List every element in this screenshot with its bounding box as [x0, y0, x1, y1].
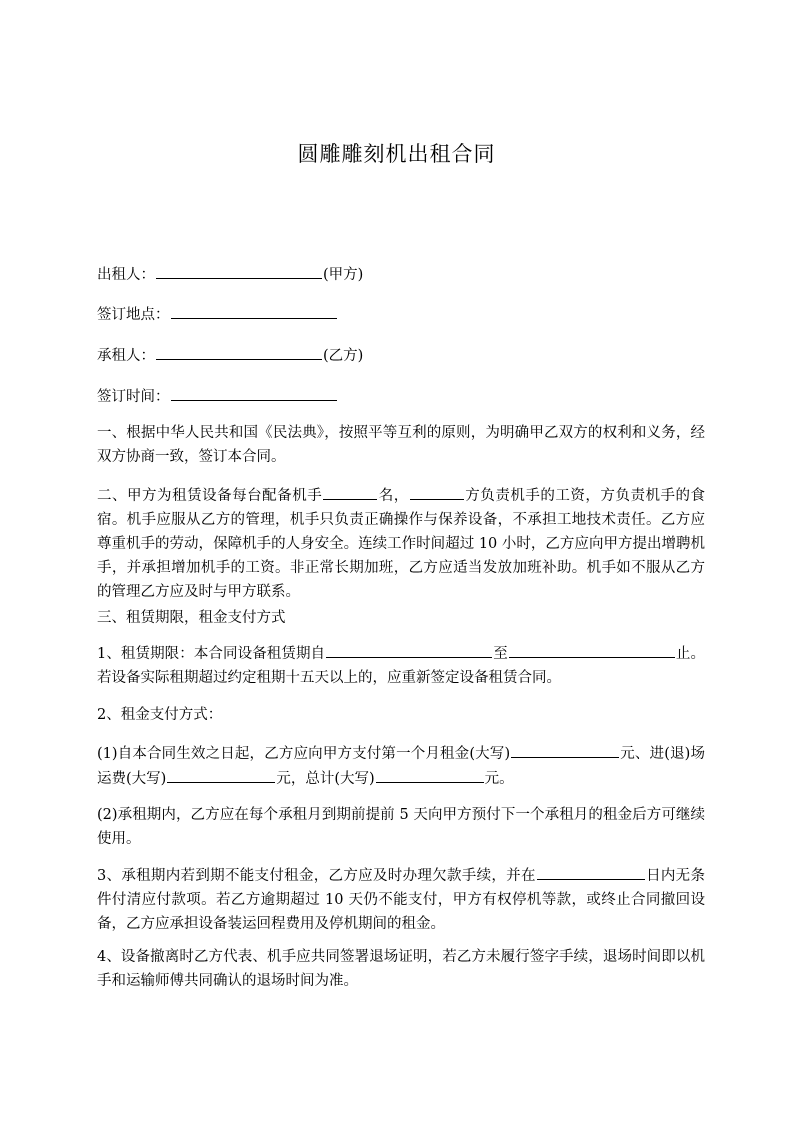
- transport-fee-blank[interactable]: [167, 766, 275, 783]
- total-blank[interactable]: [376, 766, 484, 783]
- date-label: 签订时间：: [97, 389, 170, 405]
- clause-3-2-1-part-b: 元、进(退)场运费(大写): [97, 746, 705, 787]
- lessor-line: [97, 262, 363, 286]
- clause-3-1-part-c: 止。若设备实际租期超过约定租期十五天以上的，应重新签定设备租赁合同。: [97, 646, 706, 686]
- lease-start-blank[interactable]: [326, 641, 492, 658]
- lease-end-blank[interactable]: [509, 641, 675, 658]
- document-title: 圆雕雕刻机出租合同: [297, 142, 496, 166]
- clause-3-3-part-b: 日内无条件付清应付款项。若乙方逾期超过 10 天仍不能支付，甲方有权停机等款，或终止合同撤回设备，乙方应承担设备装运回程费用及停机期间的租金。: [97, 868, 705, 932]
- place-blank[interactable]: [171, 302, 337, 319]
- clause-3-1-part-b: 至: [493, 646, 508, 662]
- clause-2: [97, 483, 705, 604]
- lessor-blank[interactable]: [156, 262, 322, 279]
- place-label: 签订地点：: [97, 307, 170, 323]
- clause-3-2-1-part-a: (1)自本合同生效之日起，乙方应向甲方支付第一个月租金(大写): [97, 746, 511, 762]
- clause-3-2-1-part-d: 元。: [484, 771, 514, 787]
- clause-3-2-1: [97, 741, 705, 791]
- lessee-suffix: (乙方): [323, 348, 364, 364]
- clause-2-part-a: 二、甲方为租赁设备每台配备机手: [97, 488, 323, 504]
- place-line: [97, 302, 338, 326]
- clause-3-4: 4、设备撤离时乙方代表、机手应共同签署退场证明，若乙方未履行签字手续，退场时间即以机手和运输师傅共同确认的退场时间为准。: [97, 949, 705, 989]
- clause-2-part-b: 名，: [378, 488, 409, 504]
- clause-3-1: [97, 641, 705, 690]
- wage-party-blank[interactable]: [410, 483, 464, 500]
- clause-2-part-c: 方负责机手的工资，方负责机手的食宿。机手应服从乙方的管理，机手只负责正确操作与保养设备，不承担工地技术责任。乙方应尊重机手的劳动，保障机手的人身安全。连续工作时间超过 10 小时，乙方应向甲方提出增聘机手，并承担增加机手的工资。非正常长期加班，乙方应适当发放加班补助。机手如不服从乙方的管理乙方应及时与甲方联系。: [97, 488, 706, 600]
- date-blank[interactable]: [171, 384, 337, 401]
- clause-3-2: 2、租金支付方式：: [97, 707, 223, 723]
- lessee-blank[interactable]: [156, 343, 322, 360]
- clause-3-heading: 三、租赁期限，租金支付方式: [97, 610, 286, 626]
- lessor-label: 出租人：: [97, 267, 155, 283]
- clause-3-3-part-a: 3、承租期内若到期不能支付租金，乙方应及时办理欠款手续，并在: [97, 868, 536, 884]
- lessor-suffix: (甲方): [323, 267, 364, 283]
- operator-count-blank[interactable]: [323, 483, 377, 500]
- clause-3-2-2: (2)承租期内，乙方应在每个承租月到期前提前 5 天向甲方预付下一个承租月的租金后方可继续使用。: [97, 807, 705, 847]
- date-line: [97, 384, 338, 408]
- clause-1: 一、根据中华人民共和国《民法典》，按照平等互利的原则，为明确甲乙双方的权利和义务，经双方协商一致，签订本合同。: [97, 425, 705, 465]
- first-rent-blank[interactable]: [511, 741, 619, 758]
- lessee-label: 承租人：: [97, 348, 155, 364]
- lessee-line: [97, 343, 363, 367]
- payment-days-blank[interactable]: [537, 863, 645, 880]
- clause-3-3: [97, 863, 705, 936]
- clause-3-1-part-a: 1、租赁期限：本合同设备租赁期自: [97, 646, 326, 662]
- clause-3-2-1-part-c: 元，总计(大写): [276, 771, 375, 787]
